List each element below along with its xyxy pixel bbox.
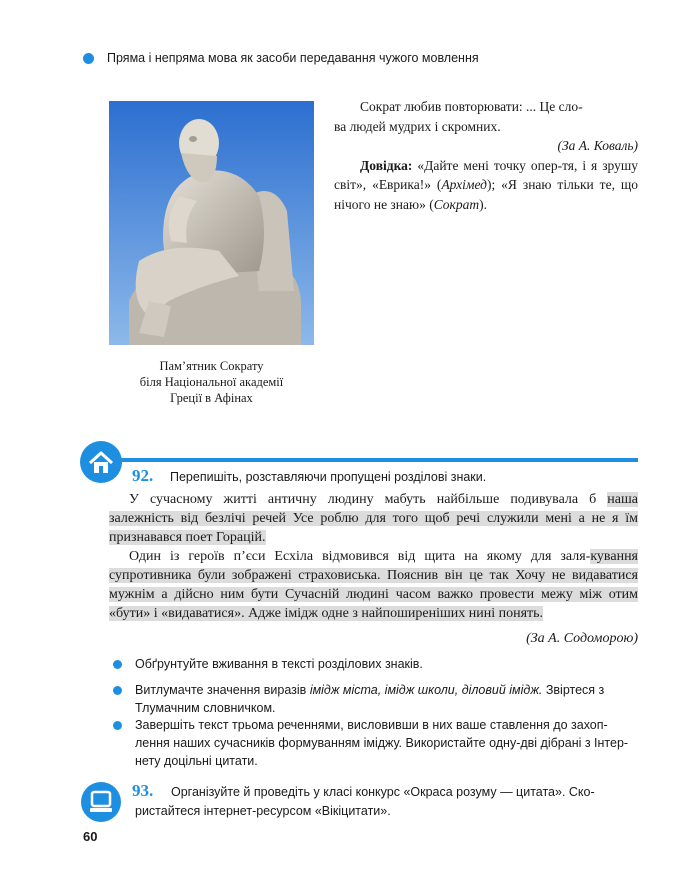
exercise-text xyxy=(109,490,638,648)
reference-note xyxy=(334,156,638,215)
task-item xyxy=(135,681,638,717)
paragraph xyxy=(109,547,638,623)
quote-line: Сократ любив повторювати: ... Це сло- xyxy=(360,99,583,114)
text-run: У сучасному житті античну людину мабуть найбільше подивувала б xyxy=(129,492,608,507)
bullet-icon xyxy=(113,686,122,695)
task-item: Завершіть текст трьома реченнями, висловивши в них ваше ставлення до захоп-лення наших сучасників формуванням іміджу. Використайте одну-дві дібрані з Інтер-нету доцільні цитати. xyxy=(135,718,629,768)
text-source: (За А. Содоморою) xyxy=(526,631,638,646)
task-item: Обґрунтуйте вживання в тексті розділових знаків. xyxy=(135,657,423,671)
caption-line: Греції в Афінах xyxy=(170,391,253,405)
reference-text: ). xyxy=(479,196,487,212)
page-number: 60 xyxy=(83,829,98,844)
caption-line: біля Національної академії xyxy=(139,375,284,389)
paragraph xyxy=(109,490,638,547)
highlighted-text: наша залежність від безлічі речей Усе роблю для того щоб речі служили мені а не я їм признавався поет Горацій. xyxy=(109,492,638,545)
exercise-number: 93. xyxy=(132,781,154,800)
bullet-icon xyxy=(113,660,122,669)
socrates-statue-photo xyxy=(109,101,314,345)
reference-text: ); «Я знаю тільки те, що нічого не знаю» ( xyxy=(334,177,639,212)
figure-caption xyxy=(109,358,314,406)
text-run: імідж міста, імідж школи, діловий імідж. xyxy=(309,683,543,697)
home-icon xyxy=(80,441,122,483)
reference-author: Архімед xyxy=(441,177,488,192)
reference-author: Сократ xyxy=(433,196,480,212)
quote-block xyxy=(334,97,638,214)
bullet-icon xyxy=(113,721,122,730)
quote-source: (За А. Коваль) xyxy=(557,138,638,153)
section-divider xyxy=(112,458,638,462)
computer-icon xyxy=(81,782,121,822)
text-run: Звіртеся з Тлумачним словничком. xyxy=(135,683,605,715)
exercise-instruction: Перепишіть, розставляючи пропущені розділові знаки. xyxy=(170,470,487,484)
exercise-number: 92. xyxy=(132,466,154,485)
text-run: Витлумачте значення виразів xyxy=(135,683,310,697)
bullet-icon xyxy=(83,53,94,64)
running-header: Пряма і непряма мова як засоби передавання чужого мовлення xyxy=(107,51,479,65)
quote-line: ва людей мудрих і скромних. xyxy=(334,118,501,134)
reference-text: «Дайте мені точку опер-тя, і я зрушу світ», «Еврика!» ( xyxy=(334,157,639,192)
text-run: Один із героїв п’єси Есхіла відмовився від щита на якому для заля- xyxy=(129,549,591,564)
reference-label: Довідка: xyxy=(360,157,413,173)
exercise-instruction: Організуйте й проведіть у класі конкурс «Окраса розуму — цитата». Ско-ристайтеся інтернет-ресурсом «Вікіцитати». xyxy=(135,785,595,818)
caption-line: Пам’ятник Сократу xyxy=(159,359,264,373)
highlighted-text: кування супротивника були зображені страховиська. Пояснив він це так Хочу не видаватися мужнім а дійсно ним бути Сучасній людині часом важко провести межу між отим «бути» і «видаватися». Адже імідж одне з найпоширеніших нині понять. xyxy=(109,549,638,621)
